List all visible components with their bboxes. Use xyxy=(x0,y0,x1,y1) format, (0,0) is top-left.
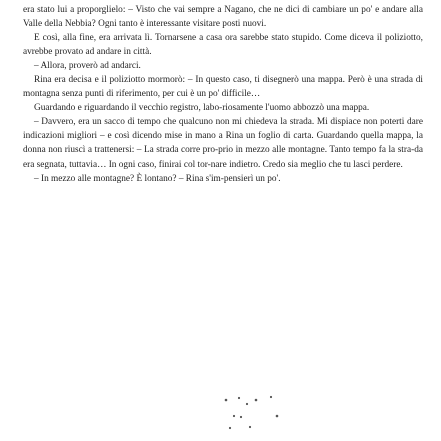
ornament-dot xyxy=(225,399,228,402)
paragraph-4: Rina era decisa e il poliziotto mormorò: – In questo caso, ti disegnerò una mappa. Però è una strada di montagna senza punti di riferimento, per cui è un po' difficile… xyxy=(23,75,423,100)
asterism-icon xyxy=(223,395,293,431)
ornament-dot xyxy=(240,416,242,418)
paragraph-3: – Allora, proverò ad andarci. xyxy=(34,61,141,72)
ornament-dot xyxy=(229,427,231,429)
ornament-dot xyxy=(276,415,279,418)
paragraph-5: Guardando e riguardando il vecchio registro, labo-riosamente l'uomo abbozzò una mappa. xyxy=(34,103,370,114)
ornament-dot xyxy=(233,415,235,417)
paragraph-2: E così, alla fine, era arrivata lì. Tornarsene a casa ora sarebbe stato stupido. Come diceva il poliziotto, avrebbe provato ad andare in città. xyxy=(23,33,423,58)
paragraph-7: – In mezzo alle montagne? È lontano? – Rina s'im-pensierì un po'. xyxy=(34,173,281,184)
ornament-dot xyxy=(249,426,251,428)
asterism-ornament xyxy=(223,395,293,431)
ornament-dot xyxy=(270,396,272,398)
paragraph-1: era stato lui a proporglielo: – Visto che vai sempre a Nagano, che ne dici di cambiare un po' e andare alla Valle della Nebbia? Ogni tanto è interessante visitare posti nuovi. xyxy=(23,5,423,30)
paragraph-6: – Davvero, era un sacco di tempo che qualcuno non mi chiedeva la strada. Mi dispiace non poterti dare indicazioni migliori – e così dicendo mise in mano a Rina un foglio di carta. Guardando quella mappa, la donna non riuscì a trattenersi: – La strada corre pro-prio in mezzo alle montagne. Tanto tempo fa la stra-da era segnata, tuttavia… In ogni caso, finirai col tor-nare indietro. Credo sia meglio che tu lasci perdere. xyxy=(23,117,423,170)
ornament-dot xyxy=(238,397,240,399)
ornament-dot xyxy=(255,399,258,402)
text-body xyxy=(23,3,423,186)
ornament-dot xyxy=(246,403,248,405)
